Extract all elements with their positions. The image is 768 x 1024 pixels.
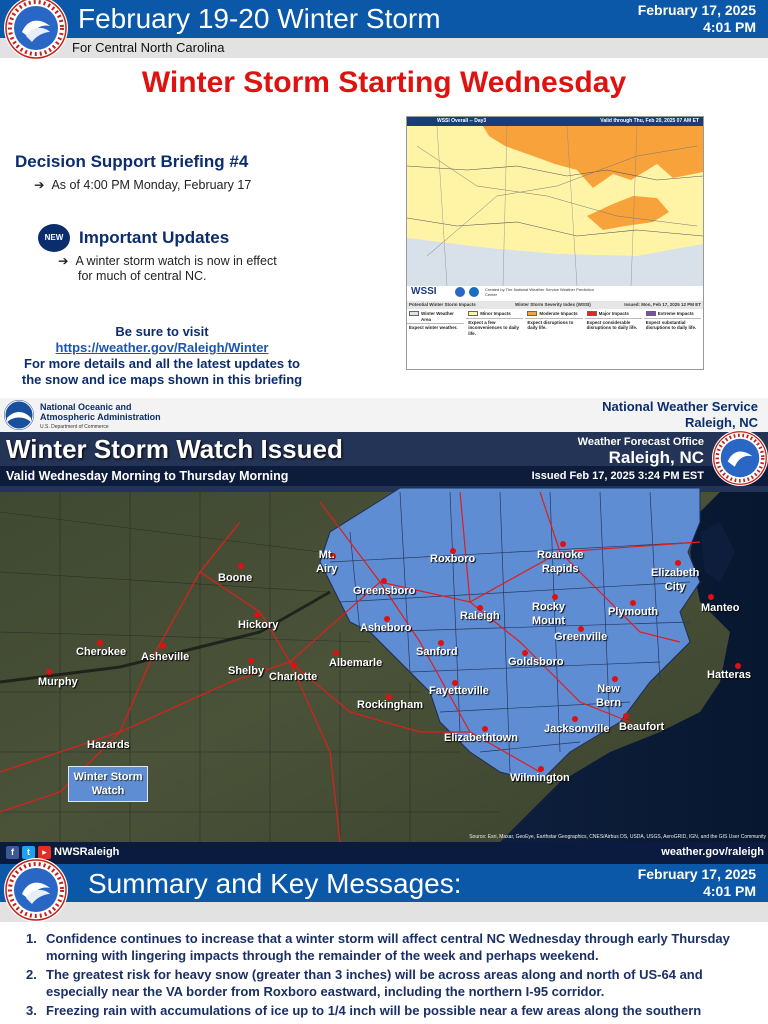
city-label: Asheboro [360,622,412,634]
city-dot [572,716,578,722]
briefing-title: Decision Support Briefing #4 [15,152,249,171]
city-label: Greensboro [353,585,416,597]
city-label: Rocky Mount [532,601,566,627]
city-label: Roxboro [430,553,476,565]
wssi-index-label: Winter Storm Severity Index (WSSI) [515,302,591,307]
city-label: Elizabethtown [444,732,518,744]
wssi-header [407,117,703,126]
summary-text: The greatest risk for heavy snow (greater than 3 inches) will be across areas along and north of US-64 and especially near the VA border from Roxboro eastward, including the northern I-95 corridor. [46,967,703,999]
wssi-category-name: Moderate Impacts [525,310,582,319]
city-dot [623,713,629,719]
summary-list [26,930,746,1021]
city-label: Shelby [228,665,265,677]
watch-title: Winter Storm Watch Issued [6,434,343,464]
wssi-header-left: WSSI Overall -- Day3 [437,118,487,124]
city-dot [291,662,297,668]
facebook-icon[interactable]: f [6,846,19,859]
city-label: Boone [218,572,253,584]
visit-line-1: Be sure to visit [115,324,209,339]
summary-text: Confidence continues to increase that a winter storm will affect central NC Wednesday through early Thursday morning with lingering impacts through the remainder of the week and perhaps weekend. [46,931,730,963]
city-dot [708,594,714,600]
city-label: Roanoke Rapids [537,549,584,575]
as-of-text: As of 4:00 PM Monday, February 17 [51,178,252,192]
nws-office-line-2: Raleigh, NC [685,415,758,430]
header-time-text: 4:01 PM [703,19,756,35]
noaa-org-3: U.S. Department of Commerce [40,424,109,430]
wssi-header-right: Valid through Thu, Feb 20, 2025 07 AM ET [600,118,699,124]
wssi-category-name: Extreme Impacts [644,310,701,319]
city-label: Murphy [38,676,78,688]
wssi-category [525,310,582,370]
wssi-swatch [646,311,656,316]
noaa-logo-icon [4,400,34,430]
noaa-text [40,402,161,432]
city-label: Hazards [87,739,130,751]
city-label: Asheville [141,651,190,663]
nws-logo-icon [4,0,68,60]
summary-number: 1. [26,931,37,946]
headline: Winter Storm Starting Wednesday [141,66,627,99]
arrow-icon: ➔ [34,178,45,192]
list-item [26,930,746,964]
city-dot [560,541,566,547]
noaa-org-1: National Oceanic and [40,402,132,412]
city-label: Raleigh [460,610,500,622]
summary-title: Summary and Key Messages: [88,868,462,899]
nws-logo-icon [4,858,68,922]
city-label: Hatteras [707,669,752,681]
summary-number: 2. [26,967,37,982]
city-label: Fayetteville [429,685,489,697]
city-label: Beaufort [619,721,665,733]
noaa-small-logo-icon [469,287,479,297]
storm-title: February 19-20 Winter Storm [78,3,441,34]
new-badge: NEW [38,224,70,252]
wssi-category-name: Winter Weather Area [407,310,464,324]
twitter-icon[interactable]: t [22,846,35,859]
city-label: Wilmington [510,772,570,784]
city-dot [248,658,254,664]
nws-map-logo-icon [712,430,768,486]
summary-date [638,866,756,900]
wssi-category [466,310,523,370]
wssi-category-name: Major Impacts [585,310,642,319]
wssi-category-name: Minor Impacts [466,310,523,319]
visit-line-2: For more details and all the latest updates to [24,356,300,371]
wssi-map [406,116,704,370]
nws-office [602,399,758,431]
list-item [26,966,746,1000]
city-dot [381,578,387,584]
storm-subtitle: For Central North Carolina [72,40,225,55]
city-label: Greenville [554,631,608,643]
wfo-block [578,436,704,468]
wfo-city: Raleigh, NC [608,448,704,467]
city-label: Rockingham [357,699,424,711]
wssi-category-desc: Expect winter weather. [409,325,458,330]
wssi-category-desc: Expect considerable disruptions to daily life. [586,319,638,330]
noaa-org-2: Atmospheric Administration [40,412,161,422]
wssi-category [585,310,642,370]
city-dot [238,563,244,569]
city-label: Goldsboro [508,656,564,668]
city-label: Plymouth [608,606,659,618]
summary-number: 3. [26,1003,37,1018]
city-label: New Bern [596,683,622,709]
list-item [26,1002,746,1019]
social-handle[interactable]: NWSRaleigh [54,846,120,858]
updates-text [58,254,277,284]
wssi-swatch [409,311,419,316]
city-label: Jacksonville [544,723,610,735]
briefing-as-of [34,177,251,192]
city-dot [160,643,166,649]
summary-text: Freezing rain with accumulations of ice up to 1/4 inch will be possible near a few areas along the southern [46,1003,702,1018]
wssi-legend-header [407,301,703,309]
nws-office-line-1: National Weather Service [602,399,758,414]
city-dot [333,650,339,656]
watch-legend: Winter Storm Watch [68,766,148,802]
city-label: Albemarle [329,657,383,669]
header-date-text: February 17, 2025 [637,2,756,18]
watch-subtitle: Valid Wednesday Morning to Thursday Morning [6,469,289,483]
city-label: Manteo [701,602,740,614]
wssi-map-graphic [407,126,703,286]
updates-line-1: A winter storm watch is now in effect [75,254,277,268]
summary-subheader-bar [0,902,768,922]
updates-line-2: for much of central NC. [78,269,207,283]
wssi-category-desc: Expect substantial disruptions to daily life. [645,319,697,330]
wssi-legend [407,310,703,370]
city-label: Elizabeth City [651,567,700,593]
map-source: Source: Esri, Maxar, GeoEye, Earthstar Geographics, CNES/Airbus DS, USDA, USGS, AeroGRID, IGN, and the GIS User Community [469,834,766,840]
wssi-category [644,310,701,370]
winter-link[interactable]: https://weather.gov/Raleigh/Winter [55,340,269,355]
header-date [638,2,756,36]
visit-line-3: the snow and ice maps shown in this briefing [21,372,303,387]
wssi-logo: WSSI [411,286,437,297]
wssi-category-desc: Expect a few inconveniences to daily life. [468,319,519,336]
nws-small-logo-icon [455,287,465,297]
wssi-category-desc: Expect disruptions to daily life. [527,319,574,330]
city-label: Mt. Airy [316,549,338,575]
wfo-label: Weather Forecast Office [577,436,704,448]
youtube-icon[interactable]: ▸ [38,846,51,859]
city-label: Cherokee [76,646,127,658]
wssi-issued: Issued: Mon, Feb 17, 2025 12 PM ET [624,302,701,307]
wssi-swatch [587,311,597,316]
city-label: Sanford [416,646,458,658]
social-url[interactable]: weather.gov/raleigh [661,846,764,858]
wssi-impacts-label: Potential Winter Storm Impacts [409,302,476,307]
updates-title: Important Updates [79,228,230,247]
visit-block [0,324,324,388]
wssi-logo-row [407,286,703,300]
watch-issued: Issued Feb 17, 2025 3:24 PM EST [531,470,704,482]
city-label: Hickory [238,619,279,631]
wssi-credit: Created by The National Weather Service Weather Prediction Center [485,287,594,297]
wssi-swatch [468,311,478,316]
city-dot [254,612,260,618]
summary-time-text: 4:01 PM [703,883,756,899]
city-label: Charlotte [269,671,318,683]
city-dot [46,669,52,675]
summary-date-text: February 17, 2025 [637,866,756,882]
arrow-icon: ➔ [58,254,69,268]
wssi-swatch [527,311,537,316]
wssi-category [407,310,464,370]
